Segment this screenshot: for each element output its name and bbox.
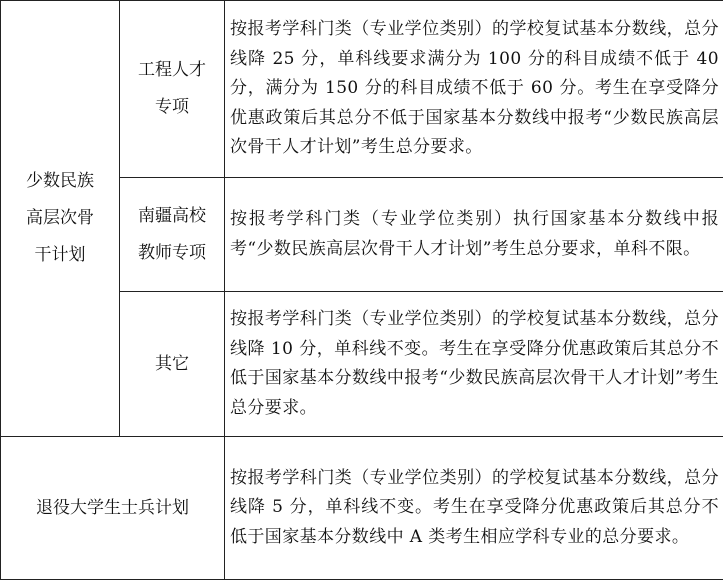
subcategory-cell-engineering <box>120 1 225 178</box>
policy-text-other: 按报考学科门类（专业学位类别）的学校复试基本分数线，总分线降 10 分，单科线不变。考生在享受降分优惠政策后其总分不低于国家基本分数线中报考“少数民族高层次骨干人才计划”考生总分要求。 <box>230 305 719 423</box>
policy-text-veterans: 按报考学科门类（专业学位类别）的学校复试基本分数线，总分线降 5 分，单科线不变。考生在享受降分优惠政策后其总分不低于国家基本分数线中 A 类考生相应学科专业的总分要求。 <box>230 464 719 553</box>
category-cell-veterans-plan <box>1 437 225 580</box>
subcategory-cell-other <box>120 292 225 437</box>
category-label-veterans-plan: 退役大学生士兵计划 <box>36 490 189 527</box>
subcategory-label-other: 其它 <box>133 346 211 383</box>
table-row <box>1 1 723 178</box>
category-cell-minority-plan <box>1 1 120 437</box>
policy-text-engineering: 按报考学科门类（专业学位类别）的学校复试基本分数线，总分线降 25 分，单科线要求满分为 100 分的科目成绩不低于 40 分，满分为 150 分的科目成绩不低于 60 分。考生在享受降分优惠政策后其总分不低于国家基本分数线中报考“少数民族高层次骨干人才计划”考生总分要求。 <box>230 15 719 163</box>
table-row <box>1 437 723 580</box>
subcategory-label-south-xinjiang: 南疆高校教师专项 <box>133 198 211 272</box>
subcategory-cell-south-xinjiang <box>120 178 225 292</box>
policy-text-cell-engineering <box>225 1 723 178</box>
subcategory-label-engineering: 工程人才专项 <box>134 52 210 126</box>
category-label-minority-plan: 少数民族高层次骨干计划 <box>21 163 99 274</box>
policy-text-cell-veterans <box>225 437 723 580</box>
policy-text-cell-other <box>225 292 723 437</box>
policy-text-south-xinjiang: 按报考学科门类（专业学位类别）执行国家基本分数线中报考“少数民族高层次骨干人才计划”考生总分要求，单科不限。 <box>230 205 719 264</box>
policy-text-cell-south-xinjiang <box>225 178 723 292</box>
